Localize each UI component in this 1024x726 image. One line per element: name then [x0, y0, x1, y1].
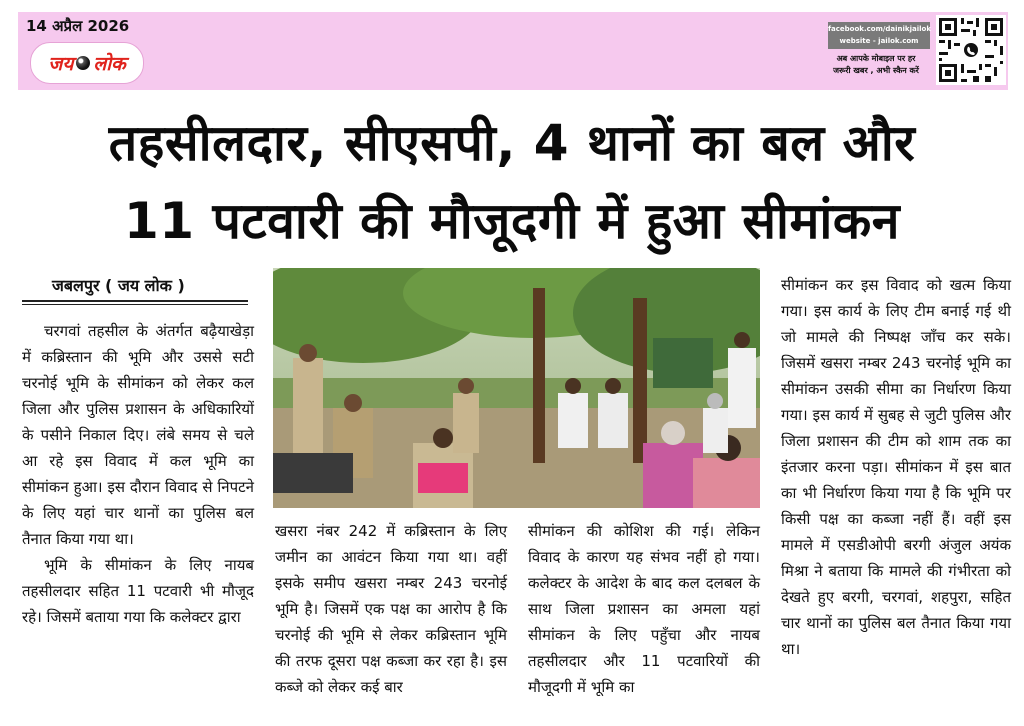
article-column-3: सीमांकन की कोशिश की गई। लेकिन विवाद के कारण यह संभव नहीं हो गया। कलेक्टर के आदेश के बाद कल दलबल के साथ जिला प्रशासन का अमला यहां सीमांकन के लिए पहुँचा और नायब तहसीलदार और 11 पटवारियों की मौजूदगी में भूमि का: [528, 522, 760, 696]
website-link[interactable]: website - jailok.com: [839, 37, 919, 45]
dateline-rule-thin: [22, 304, 248, 305]
scan-prompt: [821, 53, 931, 77]
column-1-paragraph-2: भूमि के सीमांकन के लिए नायब तहसीलदार सहित 11 पटवारी भी मौजूद रहे। जिसमें बताया गया कि कलेक्टर द्वारा: [22, 556, 254, 626]
article-column-2: खसरा नंबर 242 में कब्रिस्तान के लिए जमीन का आवंटन किया गया था। वहीं इसके समीप खसरा नम्बर 243 चरनोई भूमि है। जिसमें एक पक्ष का आरोप है कि चरनोई की भूमि से लेकर कब्रिस्तान भूमि की तरफ दूसरा पक्ष कब्जा कर रहा है। इस कब्जे को लेकर कई बार: [275, 522, 507, 696]
dateline: जबलपुर ( जय लोक ): [52, 276, 185, 295]
jai-lok-logo[interactable]: [30, 42, 144, 84]
facebook-link[interactable]: facebook.com/dainikjailok: [828, 25, 931, 33]
social-links-box: [828, 22, 930, 49]
article-column-4: सीमांकन कर इस विवाद को खत्म किया गया। इस कार्य के लिए टीम बनाई गई थी जो मामले की निष्पक्ष जाँच कर सके। जिसमें खसरा नम्बर 243 चरनोई भूमि का सीमांकन उसकी सीमा का निर्धारण किया गया। इस कार्य में सुबह से जुटी पुलिस और जिला प्रशासन की टीम को शाम तक का इंतजार करना पड़ा। सीमांकन में इस बात का भी निर्धारण किया गया है कि भूमि पर किसी पक्ष का कब्जा नहीं हैं। वहीं इस मामले में एसडीओपी बरगी अंजुल अयंक मिश्रा ने बताया कि मामले की गंभीरता को देखते हुए बरगी, चरगवां, शहपुरा, सहित चार थानों का पुलिस बल तैनात किया गया था।: [781, 276, 1011, 658]
scan-prompt-line2: जरूरी खबर , अभी स्कैन करें: [833, 66, 919, 75]
logo-text-left: जय: [48, 53, 74, 75]
headline-line-1: तहसीलदार, सीएसपी, 4 थानों का बल और: [108, 114, 916, 172]
column-1-paragraph-1: चरगवां तहसील के अंतर्गत बढ़ैयाखेड़ा में कब्रिस्तान की भूमि और उससे सटी चरनोई भूमि के सीमांकन को लेकर कल जिला और पुलिस प्रशासन के अधिकारियों के पसीने निकाल दिए। लंबे समय से चले आ रहे इस विवाद में कल भूमि का सीमांकन हुआ। इस दौरान विवाद से निपटने के लिए यहां चार थानों का पुलिस बल तैनात किया गया था।: [22, 322, 254, 548]
article-column-1: [22, 318, 254, 630]
logo-text-right: लोक: [93, 53, 126, 75]
qr-code-icon[interactable]: [936, 15, 1006, 85]
dateline-rule: [22, 300, 248, 302]
headline-line-2: 11 पटवारी की मौजूदगी में हुआ सीमांकन: [123, 192, 901, 250]
scan-prompt-line1: अब आपके मोबाइल पर हर: [836, 54, 916, 63]
ball-icon: [76, 56, 90, 70]
edition-date: 14 अप्रैल 2026: [26, 17, 130, 35]
headline: [0, 104, 1024, 260]
article-photo: [273, 268, 760, 508]
masthead: [18, 12, 1008, 90]
